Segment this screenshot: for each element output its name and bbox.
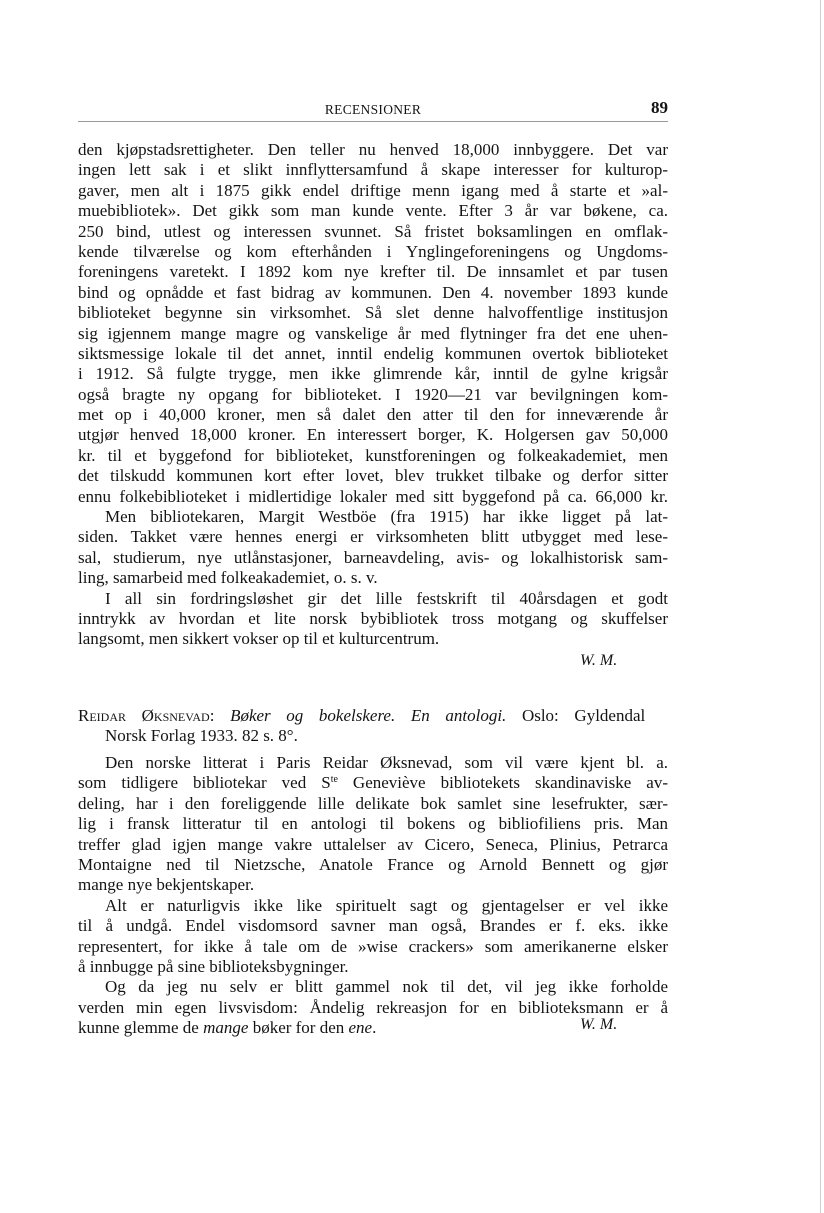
text-segment: Bøker og bokelskere.	[230, 706, 396, 725]
text-line	[78, 446, 668, 466]
text-segment: treffer glad igjen mange vakre uttalelser av Cicero, Seneca, Plinius, Petrarca	[78, 834, 668, 854]
text-segment: gaver, men alt i 1875 gikk endel driftige menn igang med å starte et »al-	[78, 180, 668, 200]
text-segment: Norsk Forlag 1933. 82 s. 8°.	[105, 726, 298, 746]
text-line	[78, 916, 668, 936]
text-segment: bøker for den	[248, 1018, 349, 1038]
text-line	[78, 140, 668, 160]
text-segment: deling, har i den foreliggende lille delikate bok samlet sine lesefrukter, sær-	[78, 793, 668, 813]
text-line	[78, 794, 668, 814]
page-number: 89	[651, 98, 668, 117]
text-segment: te	[330, 774, 338, 786]
text-segment: kunne glemme de	[78, 1018, 204, 1038]
text-line	[78, 977, 668, 997]
text-segment: 250 bind, utlest og interessen svunnet. Så fristet boksamlingen en omflak-	[78, 221, 668, 241]
text-line	[78, 385, 668, 405]
text-line	[78, 324, 668, 344]
text-segment: det tilskudd kommunen kort efter lovet, blev trukket tilbake og derfor sitter	[78, 466, 668, 486]
text-segment: siktsmessige lokale til det annet, inntil endelig kommunen overtok biblioteket	[78, 343, 668, 363]
review-1-signature: W. M.	[580, 652, 618, 669]
text-segment: representert, for ikke å tale om de »wise crackers» som amerikanerne elsker	[78, 936, 668, 956]
text-segment: Geneviève bibliotekets skandinaviske av-	[337, 773, 668, 793]
text-line	[78, 957, 668, 977]
text-segment	[395, 706, 411, 725]
text-segment: også bragte ny opgang for biblioteket. I 1920—21 var bevilgningen kom-	[78, 384, 668, 404]
text-segment: muebibliotek». Det gikk som man kunde vente. Efter 3 år var bøkene, ca.	[78, 201, 668, 221]
text-segment: biblioteket begynne sin virksomhet. Så slet denne halvoffentlige institusjon	[78, 303, 668, 323]
text-segment: .	[372, 1018, 377, 1038]
text-segment: ennu folkebiblioteket i midlertidige lokaler med sitt byggefond på ca. 66,000 kr.	[78, 486, 668, 506]
text-line	[78, 609, 668, 629]
text-line	[78, 262, 668, 282]
text-line	[78, 303, 668, 323]
text-segment: kr. til et byggefond for biblioteket, kunstforeningen og folkeakademiet, men	[78, 445, 668, 465]
text-line	[78, 527, 668, 547]
text-line	[78, 855, 668, 875]
text-line	[78, 466, 668, 486]
text-segment: Reidar Øksnevad:	[78, 706, 215, 725]
text-segment	[214, 706, 230, 725]
text-segment: Oslo: Gyldendal	[506, 706, 646, 725]
text-line	[78, 814, 668, 834]
review-2-body	[78, 753, 668, 1038]
review-2-citation	[78, 706, 668, 747]
text-segment: lig i fransk litteratur til en antologi til bokens og bibliofiliens pris. Man	[78, 814, 668, 834]
text-segment: Alt er naturligvis ikke like spirituelt sagt og gjentagelser er vel ikke	[105, 895, 668, 915]
text-segment: sal, studierum, nye utlånstasjoner, barneavdeling, avis- og lokalhistorisk sam-	[78, 547, 668, 567]
text-line	[78, 937, 668, 957]
text-segment: sig igjennem mange magre og vanskelige år med flytninger fra det ene uhen-	[78, 323, 668, 343]
text-line	[78, 222, 668, 242]
text-segment: i 1912. Så fulgte trygge, men ikke glimrende kår, inntil de gylne krigsår	[78, 364, 668, 384]
scan-edge	[820, 0, 821, 1213]
text-segment: å innbugge på sine biblioteksbygninger.	[78, 956, 349, 976]
citation-line	[78, 726, 668, 746]
text-line	[78, 835, 668, 855]
text-line	[78, 201, 668, 221]
text-line	[78, 507, 668, 527]
text-segment: mange	[203, 1018, 249, 1038]
text-segment: met op i 40,000 kroner, men så dalet den atter til den for inneværende år	[78, 405, 668, 425]
text-segment: Montaigne ned til Nietzsche, Anatole France og Arnold Bennett og gjør	[78, 854, 668, 874]
text-segment: bind og opnådde et fast bidrag av kommunen. Den 4. november 1893 kunde	[78, 282, 668, 302]
header-rule	[78, 121, 668, 122]
review-2-signature: W. M.	[580, 1016, 618, 1033]
text-segment: I all sin fordringsløshet gir det lille festskrift til 40årsdagen et godt	[105, 588, 668, 608]
text-segment: som tidligere bibliotekar ved S	[78, 773, 331, 793]
text-line	[78, 242, 668, 262]
text-line	[78, 629, 668, 649]
text-line	[78, 589, 668, 609]
review-1-body	[78, 140, 668, 650]
text-segment: verden min egen livsvisdom: Åndelig rekreasjon for en biblioteksmann er å	[78, 997, 668, 1017]
text-line	[78, 875, 668, 895]
text-line	[78, 283, 668, 303]
text-segment: Den norske litterat i Paris Reidar Øksnevad, som vil være kjent bl. a.	[105, 753, 668, 772]
text-line	[78, 548, 668, 568]
text-segment: ling, samarbeid med folkeakademiet, o. s. v.	[78, 568, 378, 588]
text-line	[78, 181, 668, 201]
text-segment: mange nye bekjentskaper.	[78, 875, 255, 895]
text-segment: inntrykk av hvordan et lite norsk bybibliotek tross motgang og skuffelser	[78, 608, 668, 628]
text-line	[78, 364, 668, 384]
text-line	[78, 344, 668, 364]
text-segment: utgjør henved 18,000 kroner. En interessert borger, K. Holgersen gav 50,000	[78, 425, 668, 445]
text-segment: ene	[348, 1018, 373, 1038]
text-line	[78, 405, 668, 425]
text-segment: ingen lett sak i et slikt innflyttersamfund å skape interesser for kulturop-	[78, 160, 668, 180]
text-segment: den kjøpstadsrettigheter. Den teller nu henved 18,000 innbyggere. Det var	[78, 140, 668, 159]
page-header	[78, 98, 668, 120]
text-line	[78, 568, 668, 588]
text-segment: Og da jeg nu selv er blitt gammel nok til det, vil jeg ikke forholde	[105, 977, 668, 997]
text-segment: langsomt, men sikkert vokser op til et kulturcentrum.	[78, 629, 440, 649]
text-line	[78, 896, 668, 916]
text-segment: En antologi.	[410, 706, 507, 725]
citation-line	[78, 706, 668, 726]
text-line	[78, 753, 668, 773]
text-line	[78, 773, 668, 793]
text-segment: siden. Takket være hennes energi er virksomheten blitt utbygget med lese-	[78, 527, 668, 547]
text-segment: kende tilværelse og kom efterhånden i Ynglingeforeningens og Ungdoms-	[78, 241, 668, 261]
text-line	[78, 160, 668, 180]
text-segment: Men bibliotekaren, Margit Westböe (fra 1915) har ikke ligget på lat-	[105, 507, 668, 527]
text-line	[78, 425, 668, 445]
running-title: RECENSIONER	[324, 102, 422, 117]
text-segment: til å undgå. Endel visdomsord savner man også, Brandes er f. eks. ikke	[78, 916, 668, 936]
text-line	[78, 487, 668, 507]
text-segment: foreningens varetekt. I 1892 kom nye krefter til. De innsamlet et par tusen	[78, 262, 668, 282]
